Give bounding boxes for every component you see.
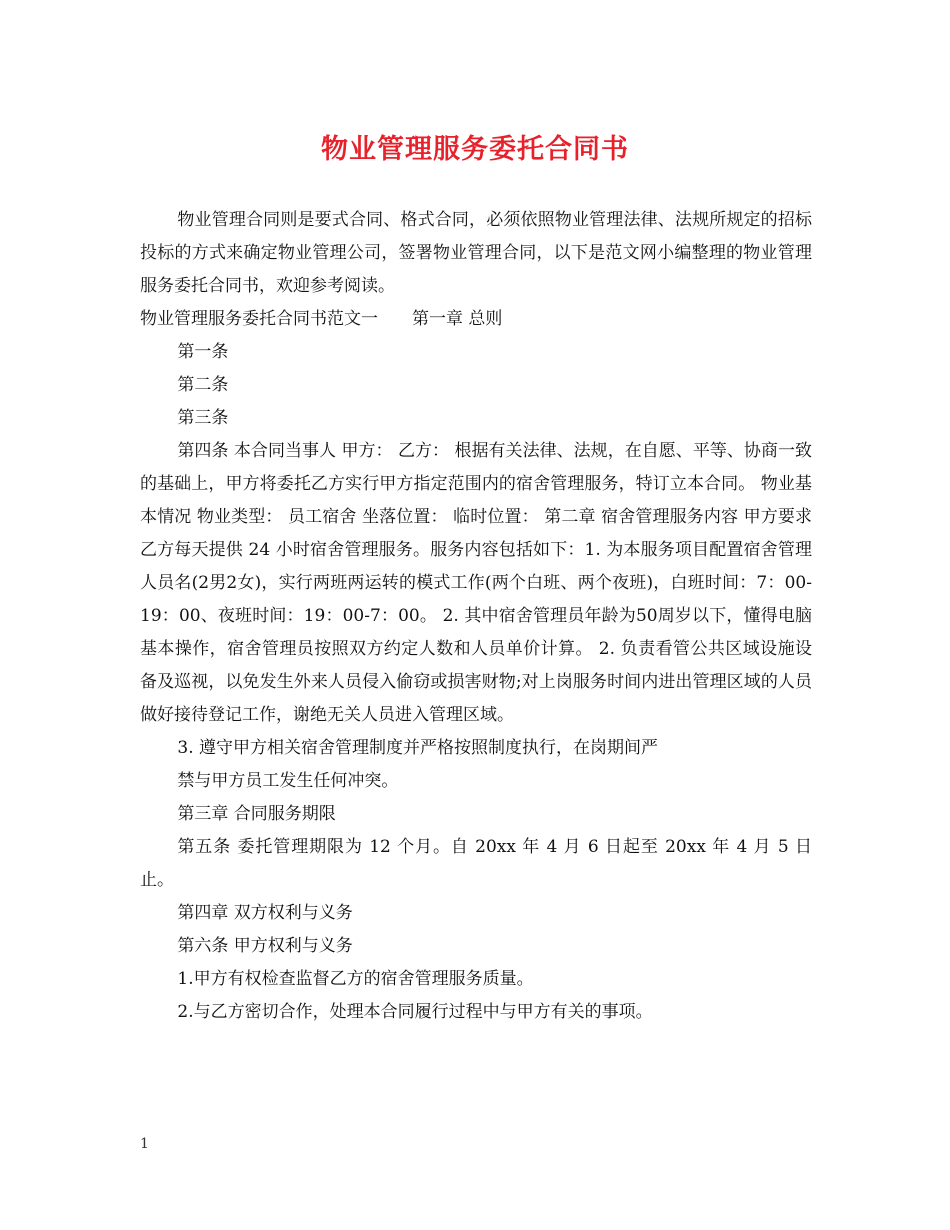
intro-paragraph: 物业管理合同则是要式合同、格式合同，必须依照物业管理法律、法规所规定的招标投标的方式来确定物业管理公司，签署物业管理合同，以下是范文网小编整理的物业管理服务委托合同书，欢迎参考阅读。 <box>140 210 812 296</box>
party-a-right-1: 1.甲方有权检查监督乙方的宿舍管理服务质量。 <box>177 969 534 989</box>
chapter-4-heading: 第四章 双方权利与义务 <box>177 903 353 923</box>
chapter-3-heading: 第三章 合同服务期限 <box>177 804 336 824</box>
article-2: 第二条 <box>177 375 229 395</box>
article-4-paragraph: 第四条 本合同当事人 甲方： 乙方： 根据有关法律、法规，在自愿、平等、协商一致的基础上，甲方将委托乙方实行甲方指定范围内的宿舍管理服务，特订立本合同。 物业基本情况 物业类型： 员工宿舍 坐落位置： 临时位置： 第二章 宿舍管理服务内容 甲方要求乙方每天提供 24 小时宿舍管理服务。服务内容包括如下：1. 为本服务项目配置宿舍管理人员名(2男2女)，实行两班两运转的模式工作(两个白班、两个夜班)，白班时间：7：00-19：00、夜班时间：19：00-7：00。 2. 其中宿舍管理员年龄为50周岁以下，懂得电脑基本操作，宿舍管理员按照双方约定人数和人员单价计算。 2. 负责看管公共区域设施设备及巡视，以免发生外来人员侵入偷窃或损害财物;对上岗服务时间内进出管理区域的人员做好接待登记工作，谢绝无关人员进入管理区域。 <box>140 441 812 725</box>
page-number: 1 <box>140 1136 149 1152</box>
article-1: 第一条 <box>177 342 229 362</box>
article-3: 第三条 <box>177 408 229 428</box>
party-a-right-2: 2.与乙方密切合作，处理本合同履行过程中与甲方有关的事项。 <box>177 1002 653 1022</box>
document-title: 物业管理服务委托合同书 <box>321 134 629 165</box>
document-body <box>140 204 812 1029</box>
duty-item-3-continued: 禁与甲方员工发生任何冲突。 <box>177 771 399 791</box>
article-5-paragraph: 第五条 委托管理期限为 12 个月。自 20xx 年 4 月 6 日起至 20xx 年 4 月 5 日止。 <box>140 837 812 890</box>
article-6-heading: 第六条 甲方权利与义务 <box>177 936 353 956</box>
duty-item-3: 3. 遵守甲方相关宿舍管理制度并严格按照制度执行，在岗期间严 <box>177 738 659 758</box>
sample-heading-line: 物业管理服务委托合同书范文一 第一章 总则 <box>140 309 503 329</box>
